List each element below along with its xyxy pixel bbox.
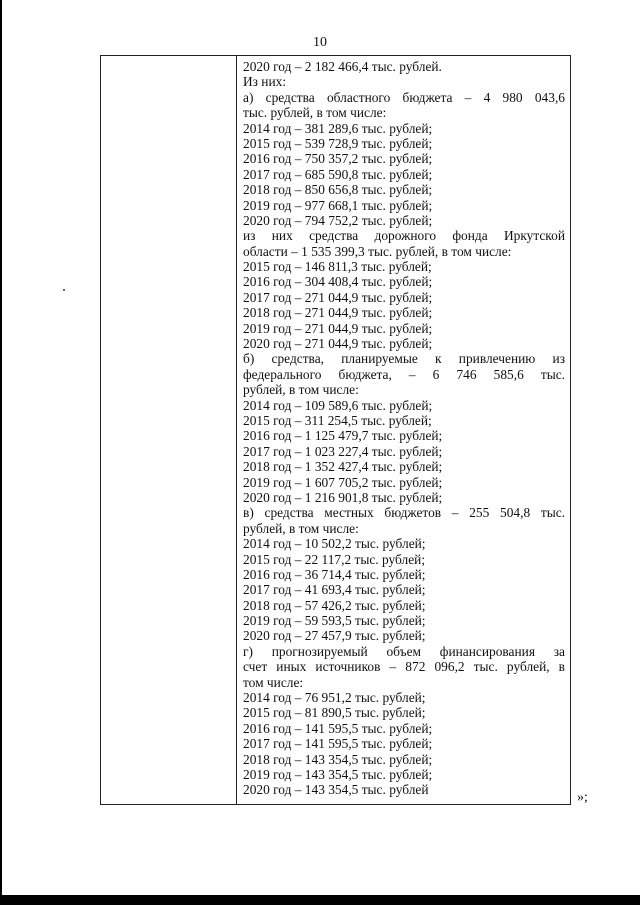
text-line: 2015 год – 539 728,9 тыс. рублей; — [243, 135, 433, 151]
text-line: 2016 год – 304 408,4 тыс. рублей; — [243, 274, 433, 290]
text-line: рублей, в том числе: — [243, 382, 359, 398]
text-line: тыс. рублей, в том числе: — [243, 105, 387, 121]
text-line: 2020 год – 27 457,9 тыс. рублей; — [243, 628, 426, 644]
text-line: 2018 год – 850 656,8 тыс. рублей; — [243, 182, 433, 198]
text-line: 2020 год – 794 752,2 тыс. рублей; — [243, 212, 433, 228]
financing-text-cell — [243, 59, 565, 798]
text-line: 2014 год – 109 589,6 тыс. рублей; — [243, 397, 433, 413]
text-line: области – 1 535 399,3 тыс. рублей, в том числе: — [243, 243, 512, 259]
text-line: 2019 год – 59 593,5 тыс. рублей; — [243, 613, 426, 629]
text-line: 2019 год – 1 607 705,2 тыс. рублей; — [243, 474, 443, 490]
text-line: 2020 год – 271 044,9 тыс. рублей; — [243, 336, 433, 352]
text-line: 2019 год – 271 044,9 тыс. рублей; — [243, 320, 433, 336]
text-line: 2017 год – 271 044,9 тыс. рублей; — [243, 289, 433, 305]
text-line: 2015 год – 146 811,3 тыс. рублей; — [243, 259, 432, 275]
text-line: г) прогнозируемый объем финансирования за — [243, 643, 565, 659]
text-line: 2017 год – 1 023 227,4 тыс. рублей; — [243, 443, 443, 459]
text-line: 2018 год – 1 352 427,4 тыс. рублей; — [243, 459, 443, 475]
text-line: 2020 год – 1 216 901,8 тыс. рублей; — [243, 489, 443, 505]
financing-table — [100, 55, 571, 805]
text-line: 2016 год – 141 595,5 тыс. рублей; — [243, 720, 433, 736]
text-line: б) средства, планируемые к привлечению из — [243, 351, 565, 367]
text-line: 2018 год – 143 354,5 тыс. рублей; — [243, 751, 433, 767]
text-line: федерального бюджета, – 6 746 585,6 тыс. — [243, 366, 565, 382]
text-line: а) средства областного бюджета – 4 980 043,6 — [243, 89, 565, 105]
text-line: 2016 год – 1 125 479,7 тыс. рублей; — [243, 428, 443, 444]
text-line: 2019 год – 143 354,5 тыс. рублей; — [243, 766, 433, 782]
text-line: счет иных источников – 872 096,2 тыс. рублей, в — [243, 659, 565, 675]
scan-speck — [63, 289, 65, 291]
text-line: 2018 год – 271 044,9 тыс. рублей; — [243, 305, 433, 321]
text-line: рублей, в том числе: — [243, 520, 359, 536]
text-line: 2020 год – 2 182 466,4 тыс. рублей. — [243, 59, 442, 74]
text-line: 2017 год – 685 590,8 тыс. рублей; — [243, 166, 433, 182]
text-line: из них средства дорожного фонда Иркутской — [243, 228, 565, 244]
text-line: Из них: — [243, 74, 287, 90]
text-line: 2018 год – 57 426,2 тыс. рублей; — [243, 597, 426, 613]
text-line: 2014 год – 76 951,2 тыс. рублей; — [243, 690, 426, 706]
text-line: 2019 год – 977 668,1 тыс. рублей; — [243, 197, 433, 213]
text-line: 2014 год – 381 289,6 тыс. рублей; — [243, 120, 433, 136]
text-line: 2015 год – 311 254,5 тыс. рублей; — [243, 412, 432, 428]
closing-quote: »; — [577, 790, 588, 805]
page-number: 10 — [313, 35, 327, 50]
text-line: 2017 год – 41 693,4 тыс. рублей; — [243, 582, 426, 598]
text-line: 2015 год – 81 890,5 тыс. рублей; — [243, 705, 426, 721]
text-line: 2015 год – 22 117,2 тыс. рублей; — [243, 551, 426, 567]
text-line: 2014 год – 10 502,2 тыс. рублей; — [243, 536, 426, 552]
column-divider — [236, 56, 237, 804]
text-line: 2017 год – 141 595,5 тыс. рублей; — [243, 736, 433, 752]
text-line: в) средства местных бюджетов – 255 504,8 тыс. — [243, 505, 565, 521]
scan-bottom-edge — [0, 895, 640, 905]
text-line: 2016 год – 750 357,2 тыс. рублей; — [243, 151, 433, 167]
text-line: 2020 год – 143 354,5 тыс. рублей — [243, 782, 429, 798]
text-line: том числе: — [243, 674, 304, 690]
scan-left-edge — [0, 0, 2, 905]
text-line: 2016 год – 36 714,4 тыс. рублей; — [243, 566, 426, 582]
